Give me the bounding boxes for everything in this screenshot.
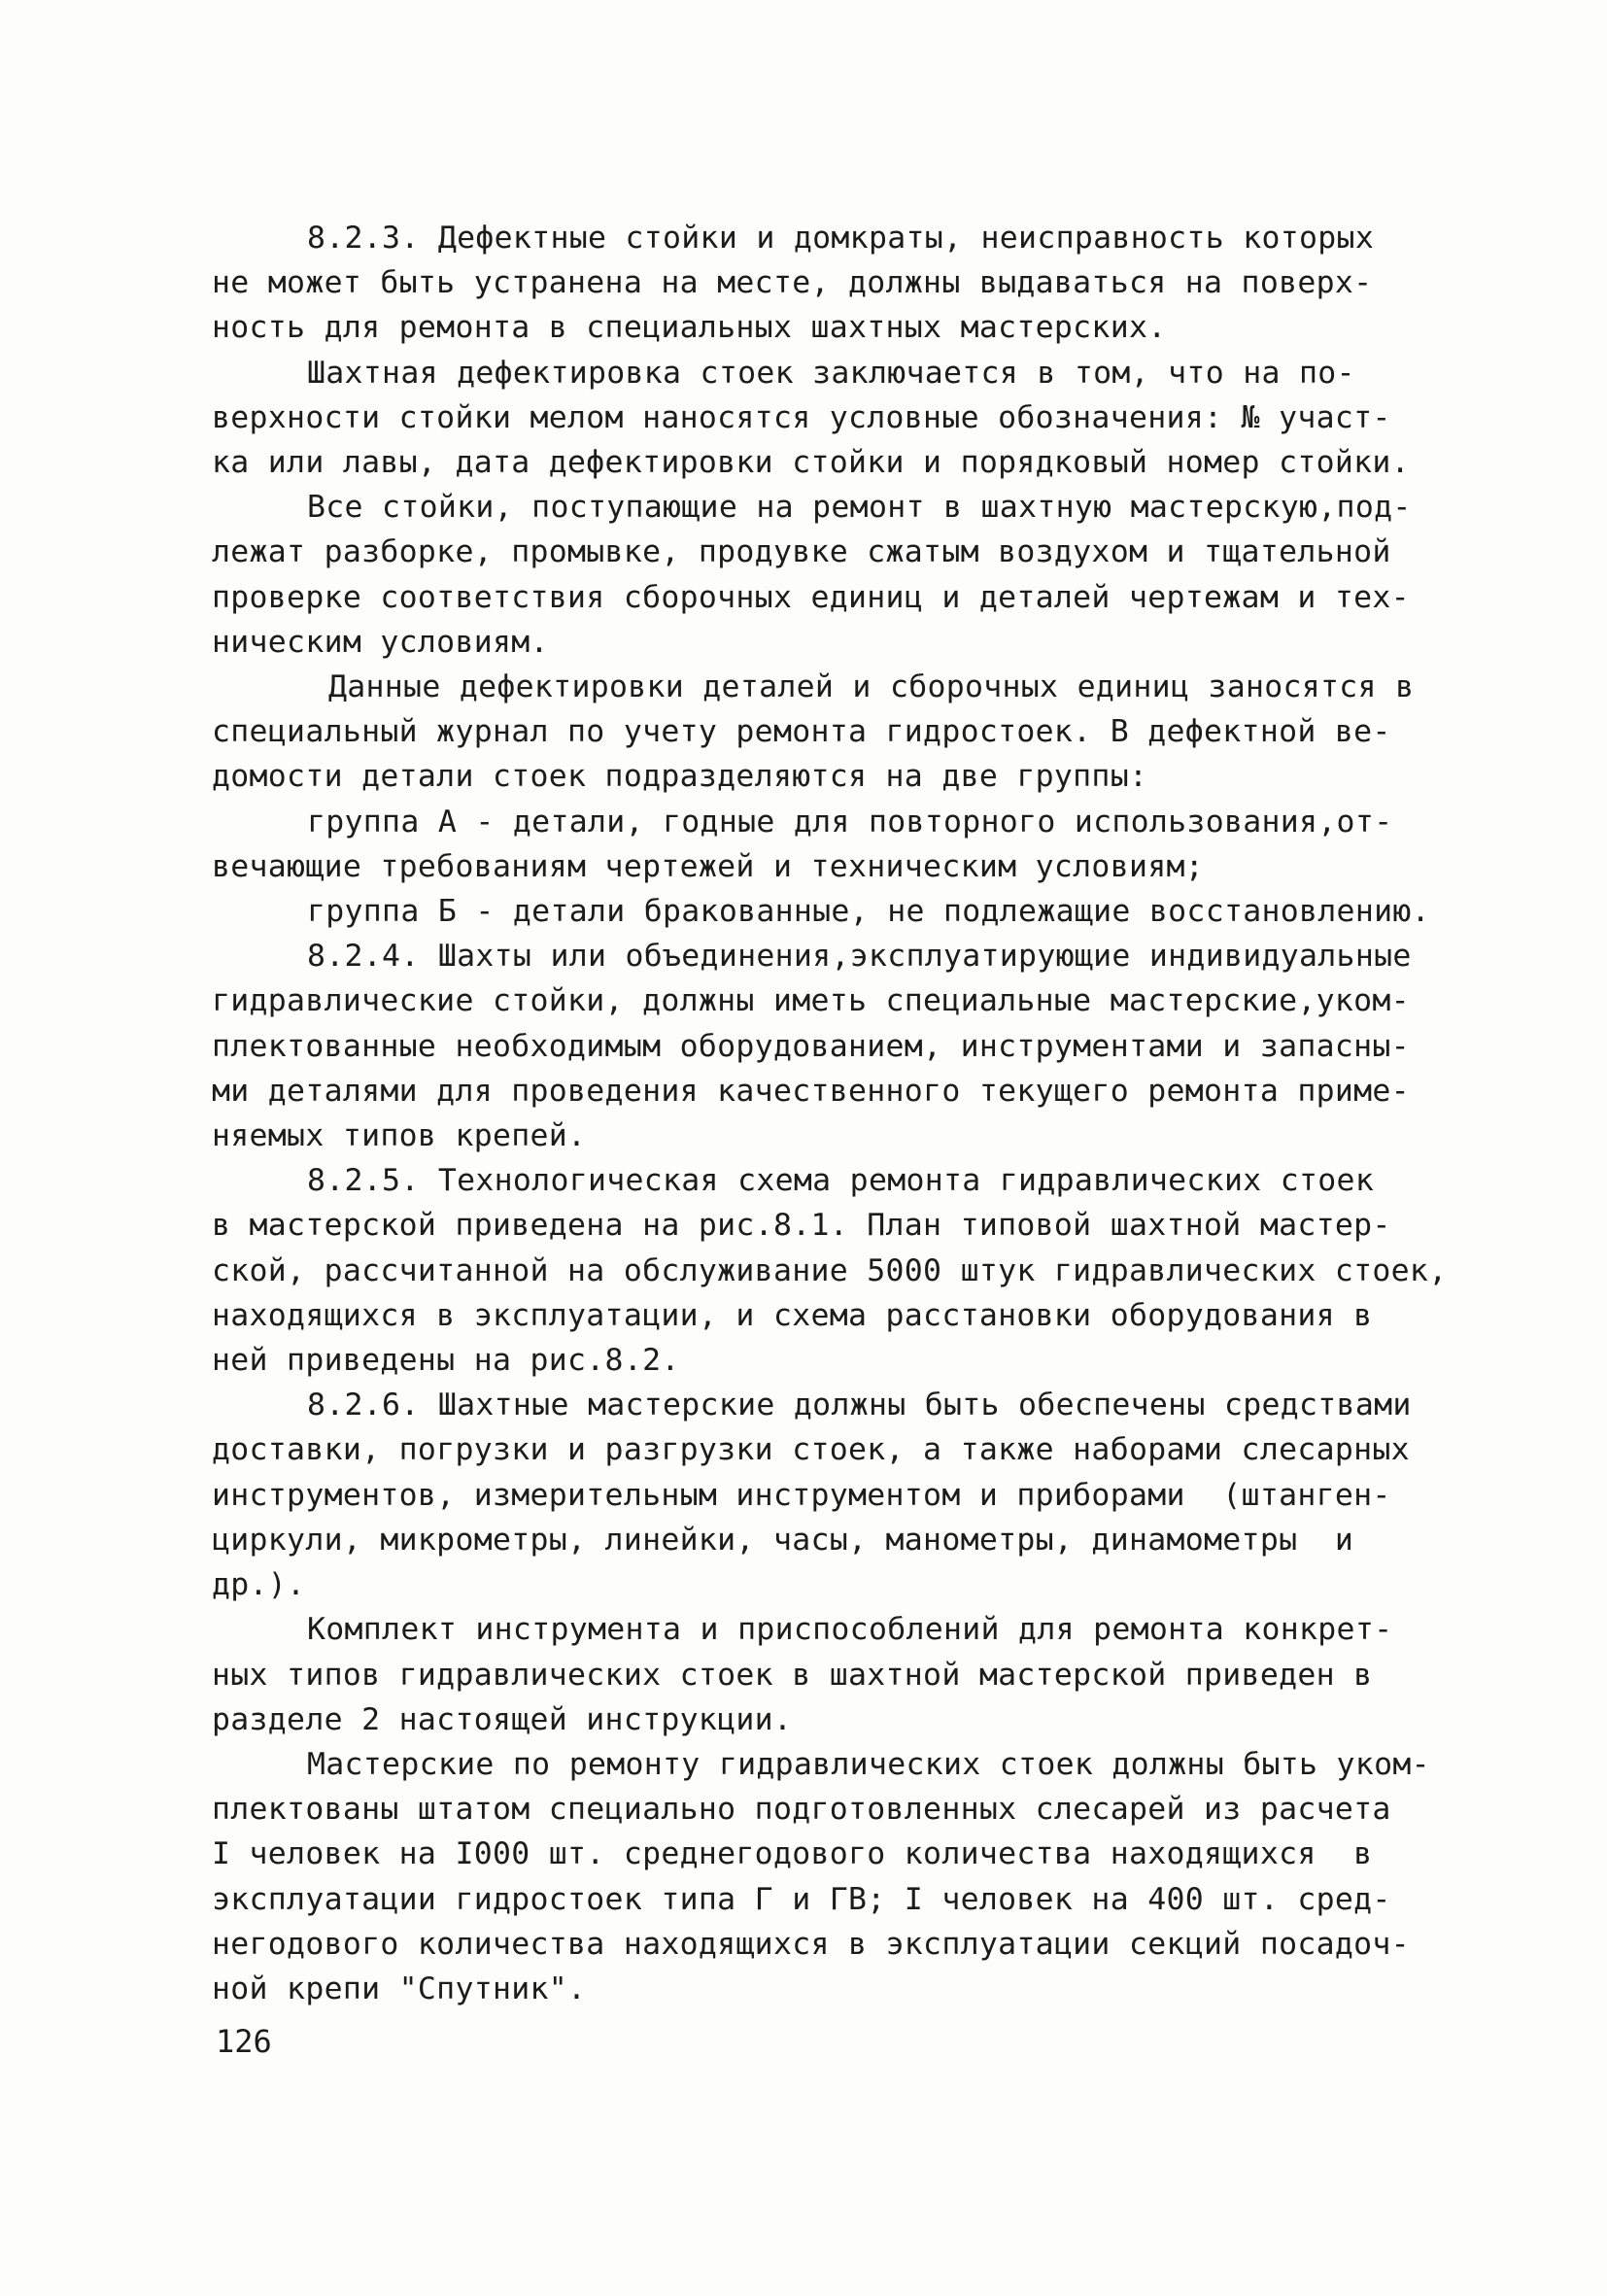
paragraph-defect-marking (212, 351, 1410, 486)
text-line: в мастерской приведена на рис.8.1. План типовой шахтной мастер- (212, 1208, 1391, 1244)
paragraph-staffing (212, 1742, 1430, 2011)
text-line: ных типов гидравлических стоек в шахтной мастерской приведен в (212, 1657, 1373, 1693)
text-line: 8.2.4. Шахты или объединения,эксплуатирующие индивидуальные (307, 939, 1412, 975)
text-line: гидравлические стойки, должны иметь специальные мастерские,уком- (212, 983, 1410, 1019)
text-line: верхности стойки мелом наносятся условные обозначения: № участ- (212, 399, 1391, 435)
text-line: ми деталями для проведения качественного текущего ремонта приме- (212, 1073, 1410, 1109)
text-line: няемых типов крепей. (212, 1118, 587, 1154)
text-line: ской, рассчитанной на обслуживание 5000 штук гидравлических стоек, (212, 1252, 1448, 1288)
text-line: Комплект инструмента и приспособлений для ремонта конкрет- (307, 1612, 1393, 1648)
text-line: вечающие требованиям чертежей и техническим условиям; (212, 848, 1205, 884)
text-line: группа А - детали, годные для повторного использования,от- (307, 804, 1393, 840)
text-line: др.). (212, 1567, 306, 1603)
text-line: группа Б - детали бракованные, не подлежащие восстановлению. (307, 894, 1430, 930)
text-line: плектованы штатом специально подготовленных слесарей из расчета (212, 1792, 1391, 1828)
text-line: ней приведены на рис.8.2. (212, 1343, 680, 1379)
text-line: лежат разборке, промывке, продувке сжатым воздухом и тщательной (212, 534, 1391, 570)
text-line: ка или лавы, дата дефектировки стойки и порядковый номер стойки. (212, 445, 1410, 481)
text-line: домости детали стоек подразделяются на две группы: (212, 759, 1148, 795)
paragraph-disassembly (212, 485, 1412, 665)
text-line: плектованные необходимым оборудованием, инструментами и запасны- (212, 1028, 1410, 1064)
text-line: 8.2.3. Дефектные стойки и домкраты, неисправность которых (307, 221, 1375, 256)
paragraph-8-2-4 (212, 934, 1412, 1158)
text-line: разделе 2 настоящей инструкции. (212, 1701, 793, 1737)
text-line: 8.2.6. Шахтные мастерские должны быть обеспечены средствами (307, 1388, 1412, 1423)
text-line: ность для ремонта в специальных шахтных мастерских. (212, 310, 1167, 346)
paragraph-defect-data (212, 665, 1415, 800)
text-line: Мастерские по ремонту гидравлических стоек должны быть уком- (307, 1746, 1430, 1782)
paragraph-group-a (212, 800, 1397, 889)
text-line: I человек на I000 шт. среднегодового количества находящихся в (212, 1836, 1373, 1872)
text-line: не может быть устранена на месте, должны выдаваться на поверх- (212, 265, 1373, 301)
text-line: находящихся в эксплуатации, и схема расстановки оборудования в (212, 1297, 1373, 1333)
text-line: Все стойки, поступающие на ремонт в шахтную мастерскую,под- (307, 490, 1412, 526)
text-line: 8.2.5. Технологическая схема ремонта гидравлических стоек (307, 1163, 1375, 1199)
paragraph-8-2-3 (212, 216, 1397, 351)
text-line: циркули, микрометры, линейки, часы, манометры, динамометры и (212, 1522, 1354, 1558)
paragraph-tool-kit (212, 1607, 1397, 1742)
text-line: ническим условиям. (212, 624, 549, 660)
page-number: 126 (216, 2023, 272, 2060)
paragraph-8-2-6 (212, 1383, 1412, 1607)
text-line: ной крепи "Спутник". (212, 1970, 587, 2006)
text-line: Шахтная дефектировка стоек заключается в том, что на по- (307, 355, 1355, 391)
text-line: Данные дефектировки деталей и сборочных единиц заносятся в (328, 669, 1415, 705)
paragraph-8-2-5 (212, 1158, 1448, 1383)
text-line: негодового количества находящихся в эксплуатации секций посадоч- (212, 1926, 1410, 1962)
body-text (212, 216, 1448, 2011)
text-line: инструментов, измерительным инструментом и приборами (штанген- (212, 1477, 1391, 1513)
text-line: специальный журнал по учету ремонта гидростоек. В дефектной ве- (212, 714, 1391, 750)
text-line: доставки, погрузки и разгрузки стоек, а также наборами слесарных (212, 1432, 1410, 1468)
text-line: проверке соответствия сборочных единиц и деталей чертежам и тех- (212, 579, 1410, 615)
text-line: эксплуатации гидростоек типа Г и ГВ; I человек на 400 шт. сред- (212, 1881, 1391, 1917)
paragraph-group-b (212, 889, 1430, 934)
